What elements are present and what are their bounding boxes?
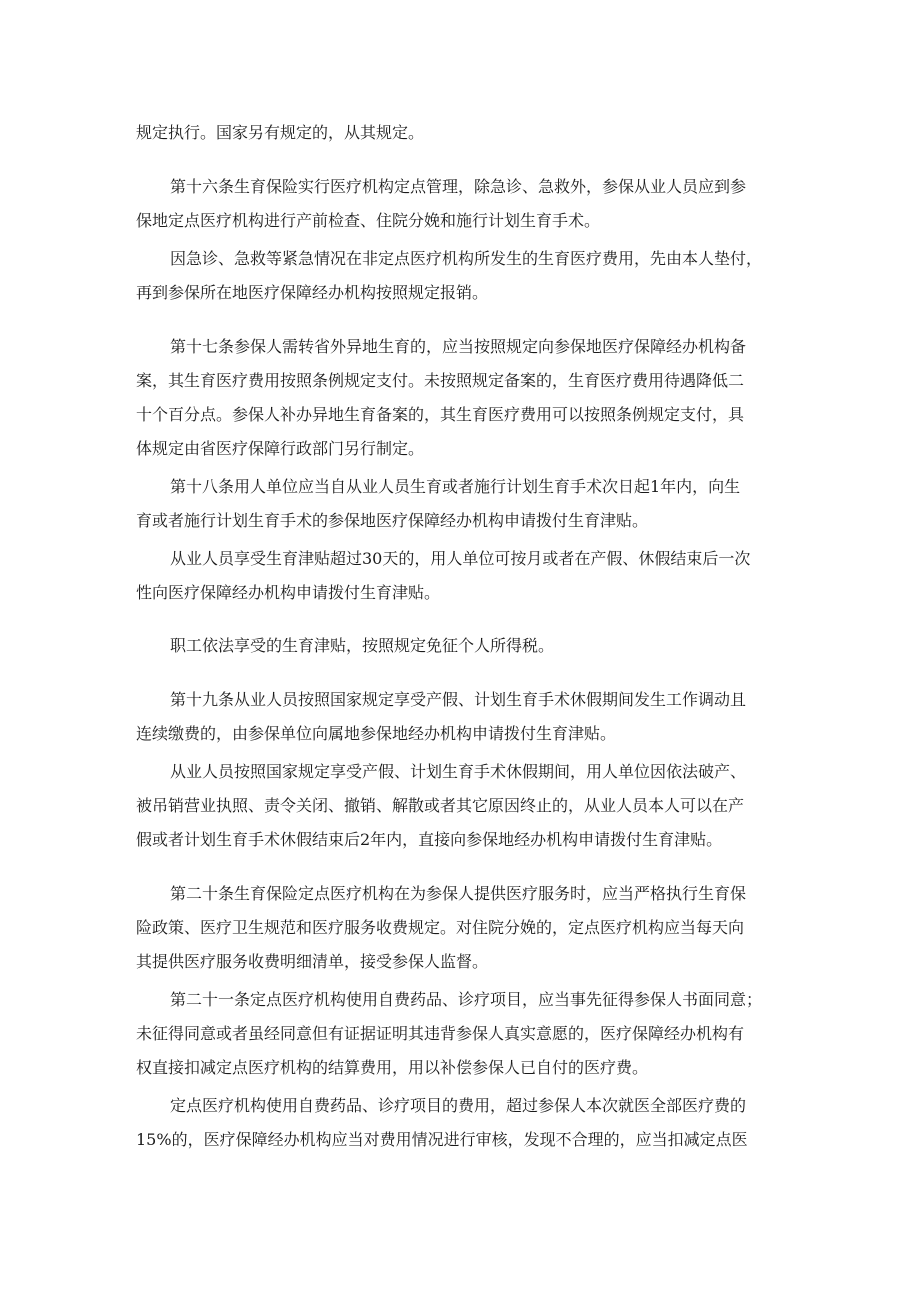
text-line: 未征得同意或者虽经同意但有证据证明其违背参保人真实意愿的，医疗保障经办机构有 [136, 1024, 745, 1043]
text-line: 其提供医疗服务收费明细清单，接受参保人监督。 [136, 952, 489, 971]
text-line: 第十八条用人单位应当自从业人员生育或者施行计划生育手术次日起1年内，向生 [170, 477, 741, 496]
text-line: 连续缴费的，由参保单位向属地参保地经办机构申请拨付生育津贴。 [136, 724, 617, 743]
text-line: 从业人员享受生育津贴超过30天的，用人单位可按月或者在产假、休假结束后一次 [170, 549, 751, 568]
text-line: 15%的，医疗保障经办机构应当对费用情况进行审核，发现不合理的，应当扣减定点医 [136, 1130, 748, 1149]
document-page [136, 0, 792, 1301]
text-line: 从业人员按照国家规定享受产假、计划生育手术休假期间，用人单位因依法破产、 [170, 762, 747, 781]
text-line: 险政策、医疗卫生规范和医疗服务收费规定。对住院分娩的，定点医疗机构应当每天向 [136, 918, 745, 937]
text-line: 第十六条生育保险实行医疗机构定点管理，除急诊、急救外，参保从业人员应到参 [170, 177, 747, 196]
text-line: 假或者计划生育手术休假结束后2年内，直接向参保地经办机构申请拨付生育津贴。 [136, 830, 723, 849]
text-line: 保地定点医疗机构进行产前检查、住院分娩和施行计划生育手术。 [136, 211, 601, 230]
text-line: 第二十一条定点医疗机构使用自费药品、诊疗项目，应当事先征得参保人书面同意； [170, 990, 763, 1009]
text-line: 第十七条参保人需转省外异地生育的，应当按照规定向参保地医疗保障经办机构备 [170, 337, 747, 356]
text-line: 权直接扣减定点医疗机构的结算费用，用以补偿参保人已自付的医疗费。 [136, 1058, 649, 1077]
text-line: 被吊销营业执照、责令关闭、撤销、解散或者其它原因终止的，从业人员本人可以在产 [136, 796, 745, 815]
text-line: 性向医疗保障经办机构申请拨付生育津贴。 [136, 583, 441, 602]
text-line: 定点医疗机构使用自费药品、诊疗项目的费用，超过参保人本次就医全部医疗费的 [170, 1096, 747, 1115]
text-line: 职工依法享受的生育津贴，按照规定免征个人所得税。 [170, 636, 555, 655]
text-line: 规定执行。国家另有规定的，从其规定。 [136, 123, 425, 142]
text-line: 案，其生育医疗费用按照条例规定支付。未按照规定备案的，生育医疗费用待遇降低二 [136, 371, 745, 390]
text-line: 体规定由省医疗保障行政部门另行制定。 [136, 439, 425, 458]
text-line: 第十九条从业人员按照国家规定享受产假、计划生育手术休假期间发生工作调动且 [170, 690, 747, 709]
text-line: 育或者施行计划生育手术的参保地医疗保障经办机构申请拨付生育津贴。 [136, 511, 649, 530]
text-line: 因急诊、急救等紧急情况在非定点医疗机构所发生的生育医疗费用，先由本人垫付， [170, 249, 763, 268]
text-line: 再到参保所在地医疗保障经办机构按照规定报销。 [136, 283, 489, 302]
text-line: 第二十条生育保险定点医疗机构在为参保人提供医疗服务时，应当严格执行生育保 [170, 884, 747, 903]
text-line: 十个百分点。参保人补办异地生育备案的，其生育医疗费用可以按照条例规定支付，具 [136, 405, 745, 424]
